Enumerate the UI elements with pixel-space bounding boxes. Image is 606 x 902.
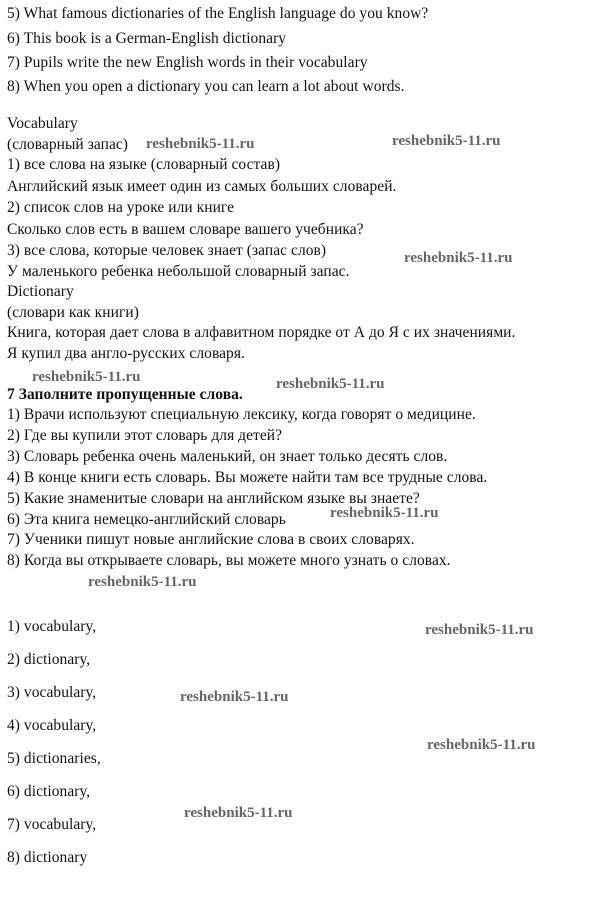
exercise-sentence-1: 1) Врачи используют специальную лексику, когда говорят о медицине. — [7, 406, 476, 423]
answer-2: 2) dictionary, — [7, 651, 91, 668]
vocabulary-meaning-3: 3) все слова, которые человек знает (запас слов) — [7, 242, 327, 259]
answer-6: 6) dictionary, — [7, 783, 91, 800]
watermark-text: reshebnik5-11.ru — [330, 505, 439, 521]
answer-3: 3) vocabulary, — [7, 684, 97, 701]
exercise-sentence-7: 7) Ученики пишут новые английские слова в своих словарях. — [7, 531, 415, 548]
watermark-text: reshebnik5-11.ru — [276, 376, 385, 392]
dictionary-subtitle: (словари как книги) — [7, 304, 139, 321]
answer-4: 4) vocabulary, — [7, 717, 97, 734]
exercise-sentence-5: 5) Какие знаменитые словари на английском языке вы знаете? — [7, 490, 420, 507]
dictionary-example-2: Я купил два англо-русских словаря. — [7, 345, 245, 362]
answer-7: 7) vocabulary, — [7, 816, 97, 833]
exercise-sentence-8: 8) Когда вы открываете словарь, вы можете много узнать о словах. — [7, 552, 451, 569]
watermark-text: reshebnik5-11.ru — [425, 622, 534, 638]
exercise-sentence-6: 6) Эта книга немецко-английский словарь — [7, 511, 286, 528]
watermark-text: reshebnik5-11.ru — [180, 689, 289, 705]
vocabulary-heading: Vocabulary — [7, 115, 78, 132]
vocabulary-meaning-1: 1) все слова на языке (словарный состав) — [7, 156, 281, 173]
dictionary-heading: Dictionary — [7, 283, 74, 300]
english-question-8: 8) When you open a dictionary you can learn a lot about words. — [7, 78, 405, 95]
english-question-5: 5) What famous dictionaries of the English language do you know? — [7, 5, 429, 22]
watermark-text: reshebnik5-11.ru — [88, 574, 197, 590]
answer-1: 1) vocabulary, — [7, 618, 97, 635]
exercise-title: 7 Заполните пропущенные слова. — [7, 386, 243, 403]
watermark-text: reshebnik5-11.ru — [184, 805, 293, 821]
vocabulary-subtitle: (словарный запас) — [7, 136, 129, 153]
vocabulary-example-2: Сколько слов есть в вашем словаре вашего учебника? — [7, 221, 364, 238]
answer-5: 5) dictionaries, — [7, 750, 101, 767]
vocabulary-example-3: У маленького ребенка небольшой словарный запас. — [7, 263, 350, 280]
english-question-7: 7) Pupils write the new English words in their vocabulary — [7, 54, 368, 71]
dictionary-example-1: Книга, которая дает слова в алфавитном порядке от А до Я с их значениями. — [7, 324, 516, 341]
watermark-text: reshebnik5-11.ru — [392, 133, 501, 149]
watermark-text: reshebnik5-11.ru — [32, 369, 141, 385]
watermark-text: reshebnik5-11.ru — [404, 250, 513, 266]
vocabulary-example-1: Английский язык имеет один из самых больших словарей. — [7, 178, 397, 195]
watermark-text: reshebnik5-11.ru — [146, 136, 255, 152]
exercise-sentence-2: 2) Где вы купили этот словарь для детей? — [7, 427, 283, 444]
english-question-6: 6) This book is a German-English dictionary — [7, 30, 287, 47]
exercise-sentence-4: 4) В конце книги есть словарь. Вы можете найти там все трудные слова. — [7, 469, 488, 486]
exercise-sentence-3: 3) Словарь ребенка очень маленький, он знает только десять слов. — [7, 448, 448, 465]
vocabulary-meaning-2: 2) список слов на уроке или книге — [7, 199, 235, 216]
watermark-text: reshebnik5-11.ru — [427, 737, 536, 753]
answer-8: 8) dictionary — [7, 849, 88, 866]
